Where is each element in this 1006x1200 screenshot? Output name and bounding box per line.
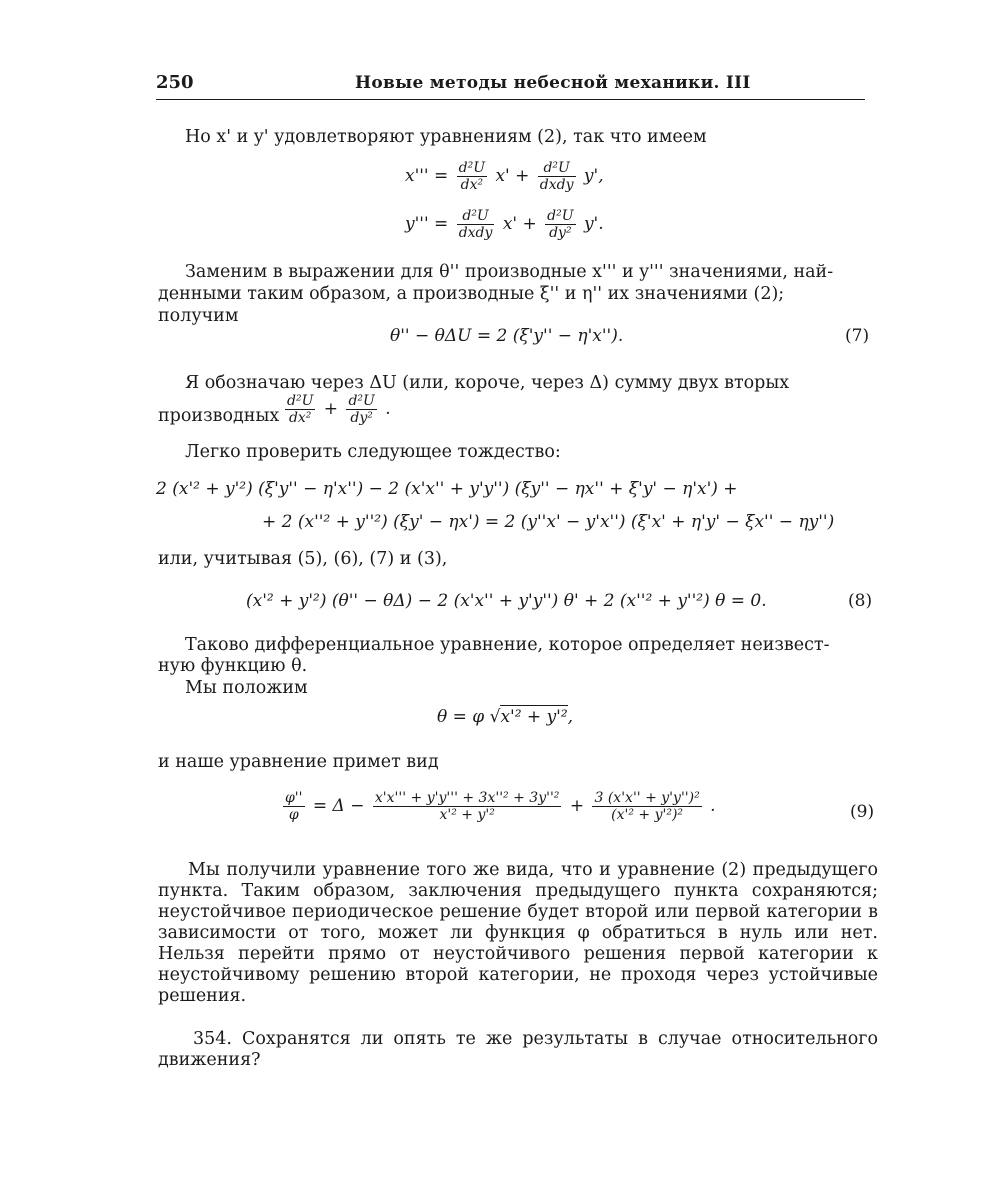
paragraph-conclusion: Мы получили уравнение того же вида, что и уравнение (2) предыдущего пункта. Таким образом, заключения предыдущего пункта сохраняются; неустойчивое периодическое решение будет второй или первой категории в зависимости от того, может ли функция φ обратиться в нуль или нет. Нельзя перейти прямо от неустойчивого решения первой категории к неустойчивому решению второй категории, не проходя через устойчивые решения. bbox=[158, 860, 878, 1006]
page-number: 250 bbox=[156, 72, 194, 93]
eq-term: . bbox=[710, 796, 716, 816]
equation-number-8: (8) bbox=[848, 591, 873, 611]
square-root: x'² + y'² bbox=[500, 707, 568, 727]
fraction: $\frac{\text{d²U}}{\text{dxdy}}$ bbox=[539, 160, 574, 193]
paragraph-set: Мы положим bbox=[185, 678, 308, 698]
paragraph-intro: Но x' и y' удовлетворяют уравнениям (2), так что имеем bbox=[185, 127, 707, 147]
eq-lhs: y''' = bbox=[405, 214, 449, 234]
paragraph-diffeq-line1: Таково дифференциальное уравнение, которое определяет неизвест- bbox=[185, 635, 830, 655]
equation-theta-substitution bbox=[437, 705, 573, 727]
header-rule bbox=[156, 99, 865, 100]
paragraph-laplacian-line1: Я обозначаю через ΔU (или, короче, через Δ) сумму двух вторых bbox=[185, 373, 790, 393]
eq-term: = Δ − bbox=[312, 796, 365, 816]
running-title: Новые методы небесной механики. III bbox=[355, 73, 751, 93]
paragraph-replace-line1: Заменим в выражении для θ'' производные x''' и y''' значениями, най- bbox=[185, 262, 834, 282]
paragraph-equation-form: и наше уравнение примет вид bbox=[158, 752, 439, 772]
equation-7: θ'' − θΔU = 2 (ξ'y'' − η'x''). bbox=[390, 326, 624, 346]
paragraph-replace-line3: получим bbox=[158, 306, 239, 326]
fraction: $\frac{\varphi''}{\varphi}$ bbox=[285, 790, 303, 823]
identity-line-2: + 2 (x''² + y''²) (ξy' − ηx') = 2 (y''x' − y'x'') (ξ'x' + η'y' − ξx'' − ηy'') bbox=[262, 512, 835, 532]
fraction: $\frac{\text{d²U}}{\text{dy²}}$ bbox=[348, 393, 375, 426]
equation-y-triple-prime bbox=[405, 208, 604, 241]
fraction: $\frac{\text{d²U}}{\text{dx²}}$ bbox=[458, 160, 486, 193]
equation-x-triple-prime bbox=[405, 160, 604, 193]
eq-term: y'. bbox=[583, 214, 604, 234]
eq-term: + bbox=[323, 399, 339, 419]
eq-lhs: θ = φ √ bbox=[437, 707, 501, 727]
paragraph-considering: или, учитывая (5), (6), (7) и (3), bbox=[158, 549, 448, 569]
fraction: $\frac{\text{d²U}}{\text{dxdy}}$ bbox=[458, 208, 493, 241]
fraction: $\frac{\text{d²U}}{\text{dy²}}$ bbox=[547, 208, 574, 241]
paragraph-diffeq-line2: ную функцию θ. bbox=[158, 656, 308, 676]
fraction: $\frac{\text{d²U}}{\text{dx²}}$ bbox=[287, 393, 314, 426]
eq-term: + bbox=[569, 796, 585, 816]
eq-term: , bbox=[567, 707, 574, 727]
laplacian-sum bbox=[282, 393, 391, 426]
eq-term: x' + bbox=[495, 166, 530, 186]
equation-8: (x'² + y'²) (θ'' − θΔ) − 2 (x'x'' + y'y'') θ' + 2 (x''² + y''²) θ = 0. bbox=[246, 591, 767, 611]
paragraph-laplacian-line2: производных bbox=[158, 406, 280, 426]
eq-term: . bbox=[385, 399, 391, 419]
identity-line-1: 2 (x'² + y'²) (ξ'y'' − η'x'') − 2 (x'x'' + y'y'') (ξy'' − ηx'' + ξ'y' − η'x') + bbox=[156, 479, 738, 499]
eq-lhs: x''' = bbox=[405, 166, 449, 186]
fraction: $\frac{\text{x'x''' + y'y''' + 3x''² + 3y''²}}{\text{x'² + y'²}}$ bbox=[374, 790, 560, 823]
eq-term: y', bbox=[583, 166, 604, 186]
paragraph-section-354: 354. Сохранятся ли опять те же результаты в случае относительного движения? bbox=[158, 1029, 878, 1070]
equation-9 bbox=[280, 790, 716, 823]
fraction: $\frac{\text{3 (x'x'' + y'y'')²}}{\text{(x'² + y'²)²}}$ bbox=[594, 790, 700, 823]
eq-term: x' + bbox=[502, 214, 537, 234]
paragraph-replace-line2: денными таким образом, а производные ξ'' и η'' их значениями (2); bbox=[158, 284, 785, 304]
equation-number-9: (9) bbox=[850, 802, 875, 822]
paragraph-identity-intro: Легко проверить следующее тождество: bbox=[185, 442, 561, 462]
equation-number-7: (7) bbox=[845, 326, 870, 346]
